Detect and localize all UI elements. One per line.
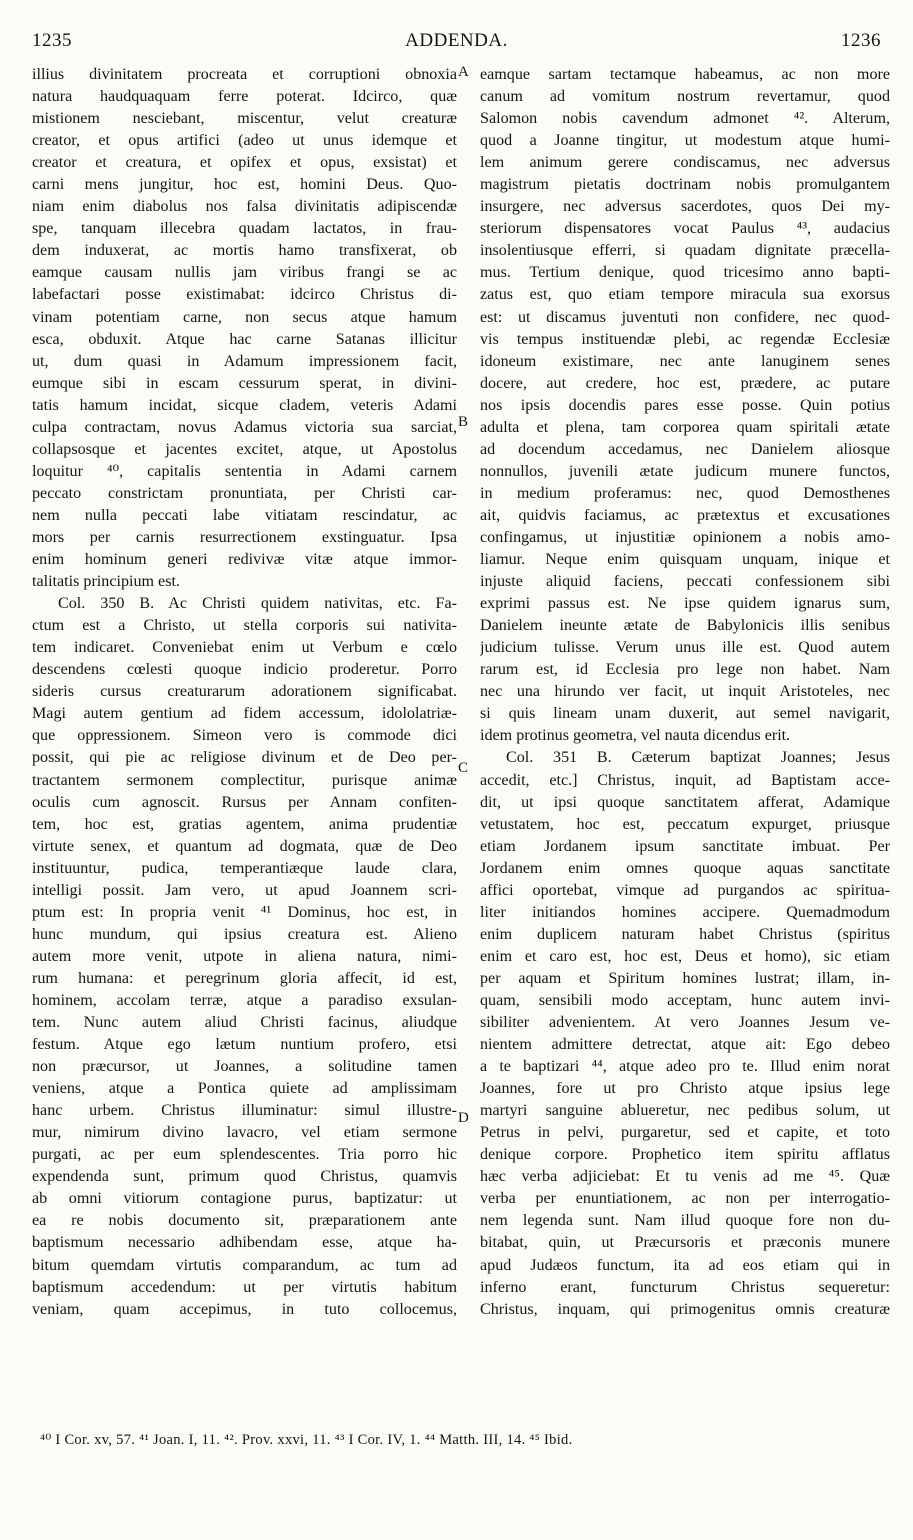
text-line: nos ipsis docendis pares esse posse. Quin potius: [480, 396, 890, 414]
text-line: spe, tanquam illecebra quadam lactatos, in frau-: [32, 220, 457, 238]
text-line: eamque sartam tectamque habeamus, ac non more: [480, 66, 890, 83]
text-line: martyri sanguine ablueretur, nec pedibus solum, ut: [480, 1102, 890, 1120]
text-line: verba per enuntiationem, ac non per interrogatio-: [480, 1190, 890, 1208]
text-line: rum humana: et peregrinum gloria affecit, id est,: [32, 969, 457, 987]
text-line: mus. Tertium denique, quod tricesimo anno bapti-: [480, 264, 890, 282]
text-line: accedit, etc.] Christus, inquit, ad Baptistam acce-: [480, 771, 890, 789]
text-line: apud Judæos functum, ita ad eos etiam qui in: [480, 1256, 890, 1274]
text-line: affici oportebat, vimque ad purgandos ac spiritua-: [480, 881, 890, 899]
text-line: illius divinitatem procreata et corruptioni obnoxia: [32, 66, 457, 83]
running-header: [0, 30, 913, 60]
text-line: Danielem ineunte ætate de Babylonicis illis senibus: [480, 617, 890, 635]
text-line: rarum est, id Ecclesia pro lege non habet. Nam: [480, 661, 890, 679]
text-line: Jordanem enim omnes quoque aquas sanctitate: [480, 859, 890, 877]
text-line: canum ad vomitum nostrum revertamur, quod: [480, 88, 890, 106]
text-line: insolentiusque efferri, si quadam dignitate præcella-: [480, 242, 890, 260]
text-line: natura haudquaquam ferre poterat. Idcirco, quæ: [32, 88, 457, 106]
text-line: bitum quemdam virtutis comparandum, ac tum ad: [32, 1256, 457, 1274]
text-line: non præcursor, ut Joannes, a solitudine tamen: [32, 1058, 457, 1076]
text-line: adulta et plena, tam corporea quam spiritali ætate: [480, 418, 890, 436]
text-line: denique corpore. Prophetico item spiritu afflatus: [480, 1146, 890, 1164]
text-line: injuste aliquid faciens, peccati confessionem sibi: [480, 573, 890, 591]
text-line: expendenda sunt, primum quod Christus, quamvis: [32, 1168, 457, 1186]
text-line: nec una hirundo ver facit, ut inquit Aristoteles, nec: [480, 683, 890, 701]
text-line: labefactari posse existimabat: idcirco Christus di-: [32, 286, 457, 304]
text-line: idem protinus geometra, vel nauta dicendus erit.: [480, 727, 791, 745]
text-line: per aquam et Spiritum homines lustrat; illam, in-: [480, 969, 890, 987]
text-line: tem. Nunc autem aliud Christi facinus, aliudque: [32, 1014, 457, 1032]
text-line: ad docendum accedamus, nec Danielem aliosque: [480, 440, 890, 458]
text-line: tractantem sermonem complectitur, purisque animæ: [32, 771, 457, 789]
text-line: creator et creatura, et opifex et opus, exsistat) et: [32, 154, 457, 172]
text-line: que oppressionem. Simeon vero is commode dici: [32, 727, 457, 745]
text-line: peccato constrictam pronuntiata, per Christi car-: [32, 484, 457, 502]
text-line: mistionem nesciebant, miscentur, velut creaturæ: [32, 110, 457, 128]
text-line: hunc mundum, qui ipsius creatura est. Alieno: [32, 925, 457, 943]
text-line: Joannes, fore ut pro Christo atque ipsius lege: [480, 1080, 890, 1098]
text-line: Col. 350 B. Ac Christi quidem nativitas, etc. Fa-: [58, 595, 457, 613]
text-line: autem more venit, utpote in aliena natura, nimi-: [32, 947, 457, 965]
text-line: instituuntur, pudica, temperantiæque laude clara,: [32, 859, 457, 877]
text-line: Col. 351 B. Cæterum baptizat Joannes; Jesus: [506, 749, 890, 767]
page-number-left: 1235: [32, 30, 72, 51]
text-line: hæc verba adjiciebat: Et tu venis ad me ⁴⁵. Quæ: [480, 1168, 890, 1186]
text-line: enim hominum generi redivivæ vitæ atque immor-: [32, 551, 457, 569]
text-line: creator, et opus artifici (adeo ut unus idemque et: [32, 132, 457, 150]
margin-marker-a: A: [458, 64, 469, 80]
text-line: niam enim diabolus nos falsa divinitatis adipiscendæ: [32, 198, 457, 216]
text-line: hanc urbem. Christus illuminatur: simul illustre-: [32, 1102, 457, 1120]
text-line: eumque sibi in escam cessurum sperat, in divini-: [32, 374, 457, 392]
text-line: mors per carnis resurrectionem exstinguatur. Ipsa: [32, 528, 457, 546]
text-line: carni mens jungitur, hoc est, homini Deus. Quo-: [32, 176, 457, 194]
text-line: nem legenda sunt. Nam illud quoque fore non du-: [480, 1212, 890, 1230]
text-line: exprimi passus est. Ne ipse quidem ignarus sum,: [480, 595, 890, 613]
text-line: tem indicaret. Conveniebat enim ut Verbum e cœlo: [32, 639, 457, 657]
text-line: purgati, ac per eum splendescentes. Tria porro hic: [32, 1146, 457, 1164]
text-line: mur, nimirum divino lavacro, vel etiam sermone: [32, 1124, 457, 1142]
text-line: nem nulla peccati labe vitiatam rescindatur, ac: [32, 506, 457, 524]
margin-marker-c: C: [458, 760, 469, 776]
text-line: Petrus in pelvi, purgaretur, sed et capite, et toto: [480, 1124, 890, 1142]
text-line: Christus, inquam, qui primogenitus omnis creaturæ: [480, 1300, 890, 1318]
text-line: insurgere, nec adversus sacerdotes, quos Dei my-: [480, 198, 890, 216]
text-line: quod a Joanne tingitur, ut modestum atque humi-: [480, 132, 890, 150]
text-line: judicium tulisse. Verum unus ille est. Quod autem: [480, 639, 890, 657]
text-line: est: ut discamus juventuti non confidere, nec quod-: [480, 308, 890, 326]
footnotes: ⁴⁰ I Cor. xv, 57. ⁴¹ Joan. I, 11. ⁴². Prov. xxvi, 11. ⁴³ I Cor. IV, 1. ⁴⁴ Matth. III, 14. ⁴⁵ Ibid.: [40, 1432, 573, 1448]
text-line: quam, sensibili modo acceptam, hunc autem invi-: [480, 991, 890, 1009]
page-number-right: 1236: [841, 30, 881, 51]
text-line: nientem admittere detrectat, atque ait: Ego debeo: [480, 1036, 890, 1054]
text-line: nonnullos, juvenili ætate judicum munere functos,: [480, 462, 890, 480]
text-line: eamque causam nullis jam viribus frangi se ac: [32, 264, 457, 282]
text-line: zatus est, quo etiam tempore miracula sua exorsus: [480, 286, 890, 304]
text-line: descendens cœlesti quoque indicio proderetur. Porro: [32, 661, 457, 679]
text-line: veniens, atque a Pontica quiete ad amplissimam: [32, 1080, 457, 1098]
text-line: docere, aut credere, hoc est, prædere, ac putare: [480, 374, 890, 392]
text-line: ea re nobis documento sit, præparationem ante: [32, 1212, 457, 1230]
text-line: vetustatem, hoc est, peccatum expurget, priusque: [480, 815, 890, 833]
text-line: sideris cursus creaturarum adorationem significabat.: [32, 683, 457, 701]
text-line: tem, hoc est, gratias agentem, anima prudentiæ: [32, 815, 457, 833]
text-line: festum. Atque ego lætum nuntium profero, etsi: [32, 1036, 457, 1054]
text-line: virtute senex, et quantum ad dogmata, quæ de Deo: [32, 837, 457, 855]
text-line: liter initiandos homines accipere. Quemadmodum: [480, 903, 890, 921]
text-line: veniam, quam accepimus, in tuto collocemus,: [32, 1300, 457, 1318]
text-line: enim et caro est, hoc est, Deus et homo), sic etiam: [480, 947, 890, 965]
text-line: baptismum necessario adhibendam esse, atque ha-: [32, 1234, 457, 1252]
text-line: Salomon nobis cavendum admonet ⁴². Alterum,: [480, 110, 890, 128]
text-line: enim duplicem naturam habet Christus (spiritus: [480, 925, 890, 943]
text-line: collapsosque et jacentes excitet, atque, ut Apostolus: [32, 440, 457, 458]
text-line: dit, ut ipsi quoque sanctitatem afferat, Adamique: [480, 793, 890, 811]
text-line: confingamus, ut injustitiæ opinionem a nobis amo-: [480, 528, 890, 546]
text-line: loquitur ⁴⁰, capitalis sententia in Adami carnem: [32, 462, 457, 480]
text-line: dem induxerat, ac mortis hamo transfixerat, ob: [32, 242, 457, 260]
text-line: a te baptizari ⁴⁴, atque adeo pro te. Illud enim norat: [480, 1058, 890, 1076]
page-title: ADDENDA.: [405, 30, 508, 51]
margin-marker-b: B: [458, 414, 469, 430]
text-line: ptum est: In propria venit ⁴¹ Dominus, hoc est, in: [32, 903, 457, 921]
text-line: in medium proferamus: nec, quod Demosthenes: [480, 484, 890, 502]
text-line: ait, quidvis faciamus, ac prætextus et excusationes: [480, 506, 890, 524]
text-line: lem animum gerere condiscamus, nec adversus: [480, 154, 890, 172]
right-column: [480, 64, 890, 1321]
text-line: sibiliter advenientem. At vero Joannes Jesum ve-: [480, 1014, 890, 1032]
text-line: ab omni vitiorum contagione purus, baptizatur: ut: [32, 1190, 457, 1208]
text-line: hominem, accolam terræ, atque a paradiso exsulan-: [32, 991, 457, 1009]
text-line: liamur. Neque enim quisquam unquam, inique et: [480, 551, 890, 569]
text-line: steriorum dispensatores vocat Paulus ⁴³, audacius: [480, 220, 890, 238]
text-line: ctum est a Christo, ut stella corporis sui nativita-: [32, 617, 457, 635]
text-line: vinam potentiam carne, non secus atque hamum: [32, 308, 457, 326]
margin-marker-d: D: [458, 1110, 469, 1126]
text-line: culpa contractam, novus Adamus victoria sua sarciat,: [32, 418, 457, 436]
left-column: [32, 64, 457, 1321]
text-line: idoneum existimare, nec ante lanuginem senes: [480, 352, 890, 370]
text-line: Magi autem gentium ad fidem accessum, idololatriæ-: [32, 705, 457, 723]
text-line: vis tempus instituendæ plebi, ac regendæ Ecclesiæ: [480, 330, 890, 348]
text-line: esca, obduxit. Atque hac carne Satanas illicitur: [32, 330, 457, 348]
text-line: magistrum pietatis doctrinam nobis promulgantem: [480, 176, 890, 194]
text-line: intelligi possit. Jam vero, ut apud Joannem scri-: [32, 881, 457, 899]
text-line: ut, dum quasi in Adamum impressionem facit,: [32, 352, 457, 370]
text-line: etiam Jordanem ipsum sanctitate imbuat. Per: [480, 837, 890, 855]
text-line: talitatis principium est.: [32, 573, 180, 591]
text-line: si quis lineam unam duxerit, aut semel navigarit,: [480, 705, 890, 723]
text-line: bitabat, quin, ut Præcursoris et præconis munere: [480, 1234, 890, 1252]
text-line: possit, qui pie ac religiose divinum et de Deo per-: [32, 749, 457, 767]
text-line: tatis hamum incidat, sicque cladem, veteris Adami: [32, 396, 457, 414]
text-line: inferno erant, functurum Christus sequeretur:: [480, 1278, 890, 1296]
text-line: baptismum accedendum: ut per virtutis habitum: [32, 1278, 457, 1296]
text-line: oculis cum agnoscit. Rursus per Annam confiten-: [32, 793, 457, 811]
